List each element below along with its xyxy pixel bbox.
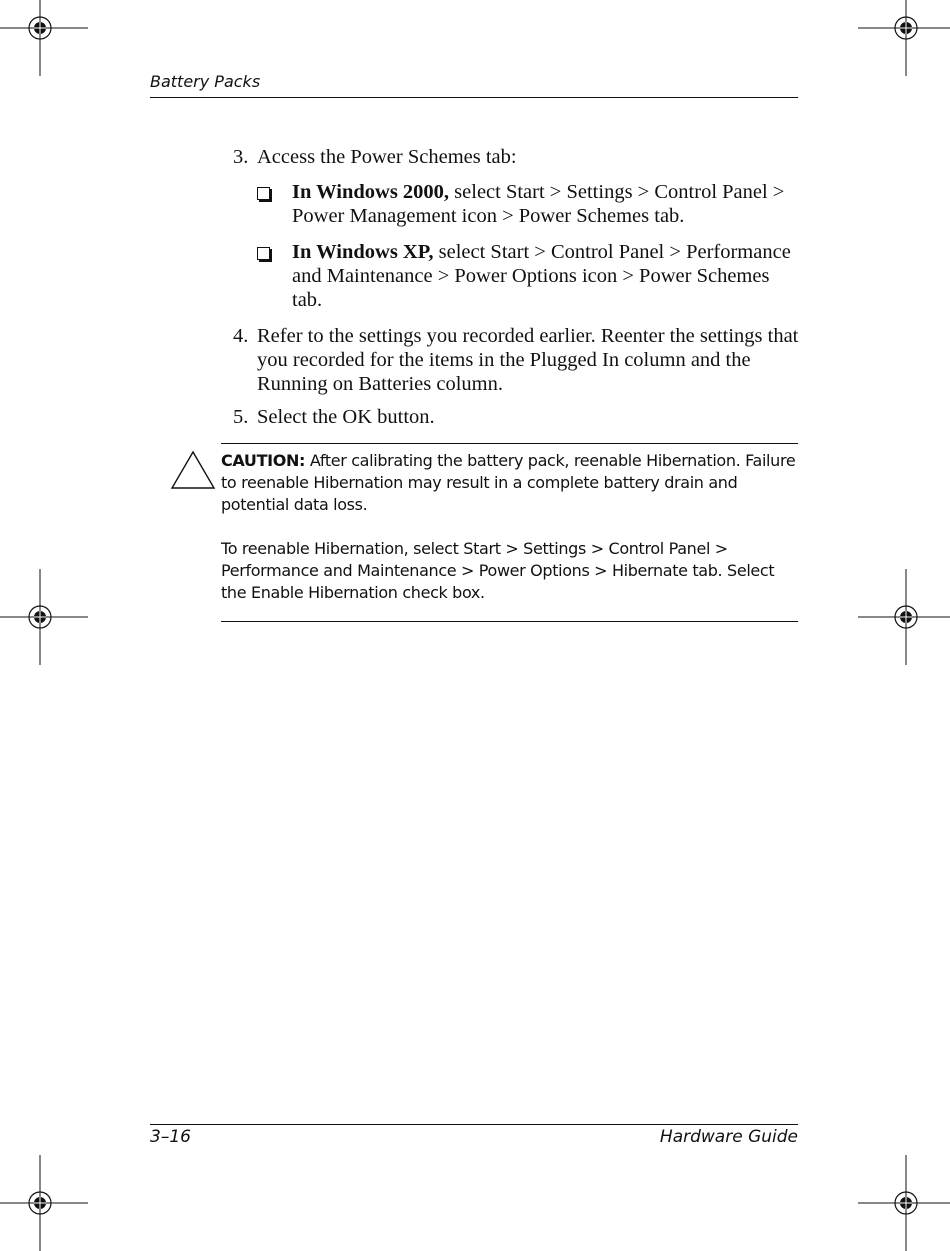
caution-triangle-icon [170,450,216,490]
bullet-text [292,240,797,312]
registration-mark-bottom-right [858,1155,950,1251]
registration-mark-top-left [0,0,88,76]
step-text: Select the OK button. [257,406,435,428]
caution-bottom-rule [221,621,798,622]
running-header-title: Battery Packs [150,72,261,91]
caution-note: To reenable Hibernation, select Start > Settings > Control Panel > Performance and Maintenance > Power Options > Hibernate tab. Select the Enable Hibernation check box. [221,539,775,602]
footer-guide-title: Hardware Guide [659,1127,798,1147]
footer-page-number: 3–16 [150,1127,191,1147]
bullet-instructions: select Start > Control Panel > Performance and Maintenance > Power Options icon > Power Schemes tab. [292,241,791,311]
bullet-os-label: In Windows 2000, [292,181,450,203]
registration-mark-bottom-left [0,1155,88,1251]
step-text: Access the Power Schemes tab: [257,146,517,168]
caution-message: After calibrating the battery pack, reenable Hibernation. Failure to reenable Hibernation may result in a complete battery drain and potential data loss. [221,451,796,514]
checkbox-bullet-icon [257,187,270,200]
step-number: 4. [233,325,249,347]
checkbox-bullet-icon [257,247,270,260]
registration-mark-mid-right [858,569,950,665]
step-text: Refer to the settings you recorded earlier. Reenter the settings that you recorded for the items in the Plugged In column and the Running on Batteries column. [257,325,799,395]
registration-mark-top-right [858,0,950,76]
step-number: 5. [233,406,249,428]
caution-top-rule [221,443,798,444]
header-rule [150,97,798,98]
footer-rule [150,1124,798,1125]
caution-label: CAUTION: [221,451,306,470]
caution-text [221,450,798,516]
step-number: 3. [233,146,249,168]
bullet-os-label: In Windows XP, [292,241,434,263]
bullet-instructions: select Start > Settings > Control Panel > Power Management icon > Power Schemes tab. [292,181,785,227]
registration-mark-mid-left [0,569,88,665]
bullet-text [292,180,797,228]
